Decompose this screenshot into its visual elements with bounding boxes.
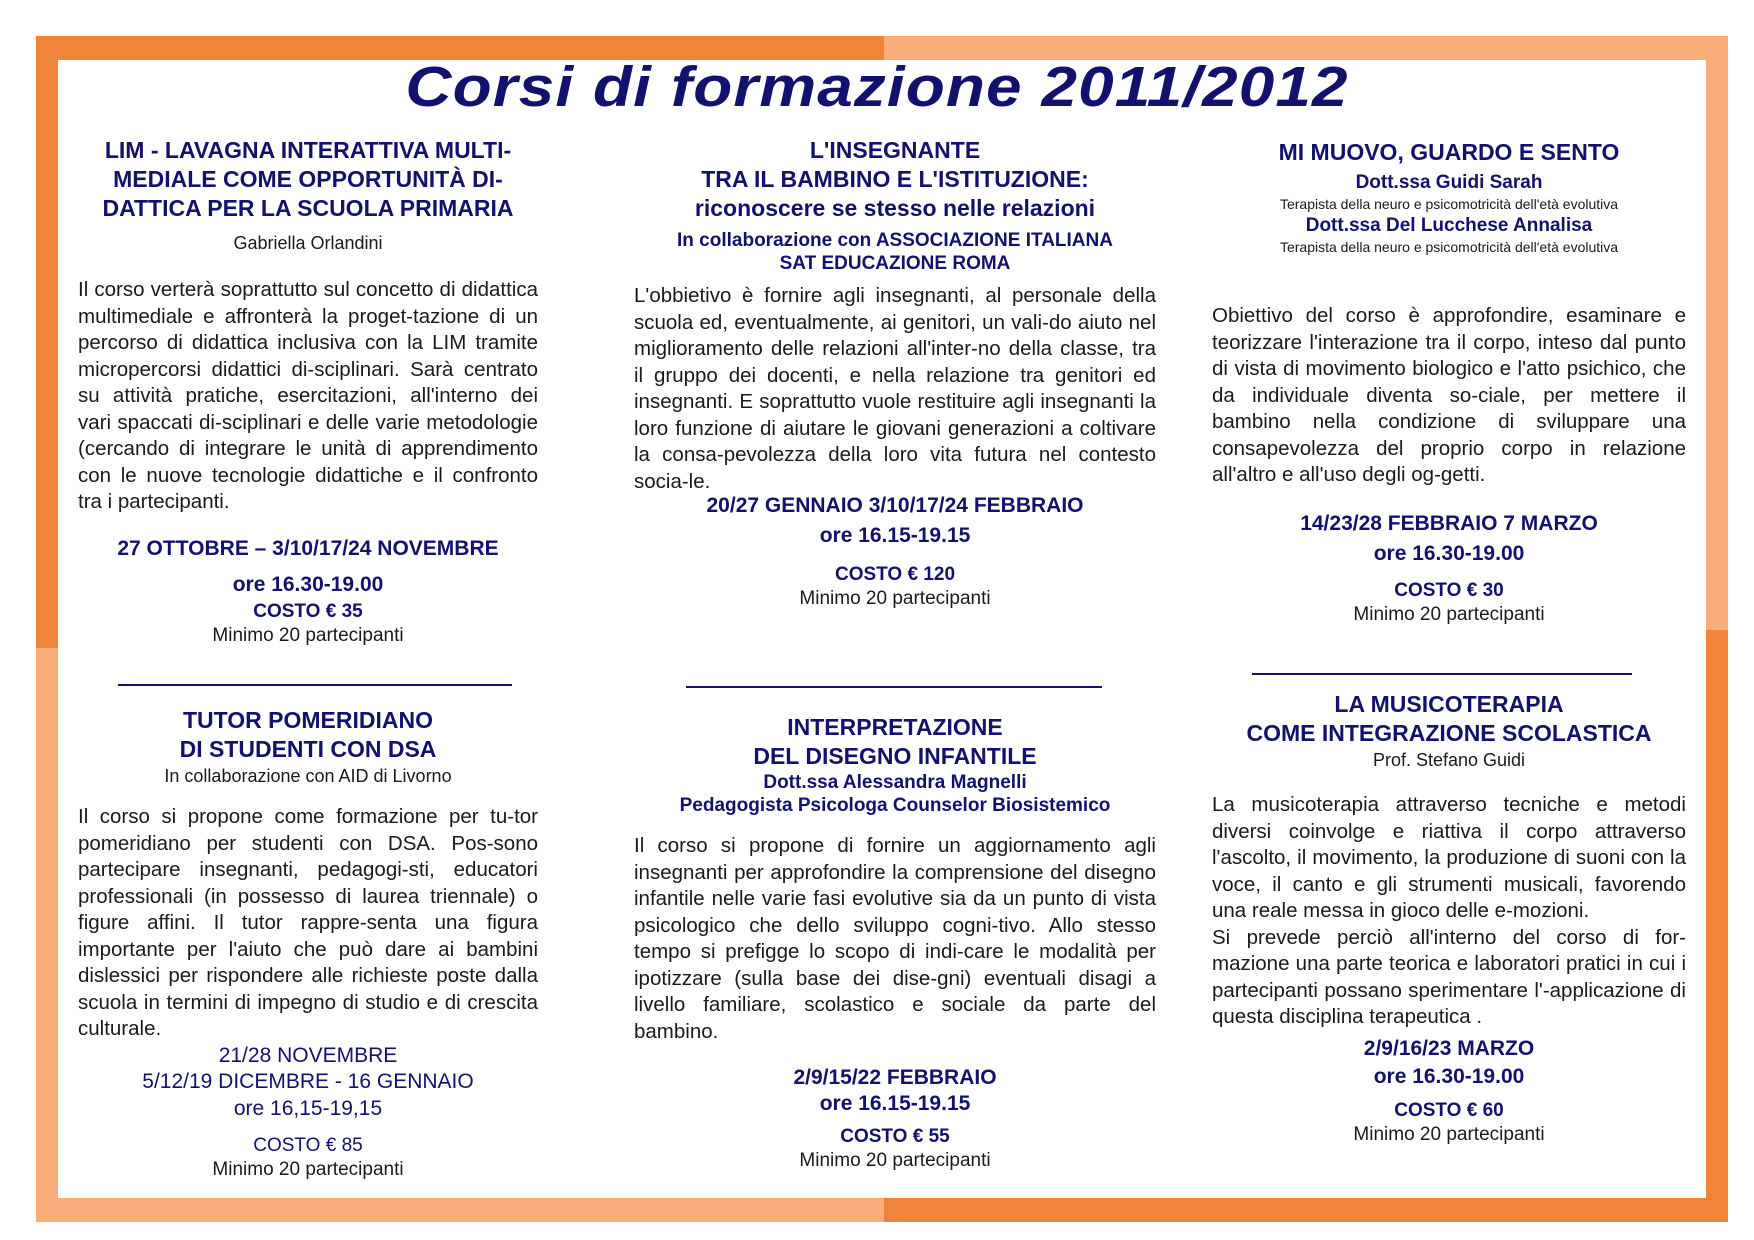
course-author: Dott.ssa Del Lucchese Annalisa — [1305, 215, 1593, 236]
course-cost: COSTO € 55 — [840, 1126, 950, 1147]
course-dates: 20/27 GENNAIO 3/10/17/24 FEBBRAIO — [706, 494, 1084, 517]
course-minimum: Minimo 20 partecipanti — [1353, 603, 1545, 625]
course-description: Il corso si propone come formazione per tu-tor pomeridiano per studenti con DSA. Pos-sono partecipare insegnanti, pedagogi-sti, educatori professionali (in possesso di laurea triennale) o figure affini. Il tutor rappre-senta una figura importante per l'aiuto che può dare ai bambini dislessici per rispondere alle richieste poste dalla scuola in termini di impegno di studio e di crescita culturale. — [78, 805, 538, 1040]
course-cost: COSTO € 85 — [253, 1135, 363, 1156]
frame-right-top — [1706, 36, 1728, 630]
course-description: L'obbietivo è fornire agli insegnanti, al personale della scuola ed, eventualmente, ai genitori, un vali-do aiuto nel miglioramento delle relazioni all'inter-no della classe, tra il gruppo dei docenti, e nella relazione tra genitori ed insegnanti. E soprattutto vuole restituire agli insegnanti la loro funzione di aiutare le giovani generazioni a coltivare la consa-pevolezza della loro vita futura nel contesto socia-le. — [634, 284, 1156, 493]
frame-bottom-left — [36, 1198, 884, 1222]
course-description-2: Si prevede perciò all'interno del corso di for-mazione una parte teorica e laboratori pratici in cui i partecipanti possano sperimentare l'-applicazione di questa disciplina terapeutica . — [1212, 925, 1686, 1028]
course-collaboration: In collaborazione con AID di Livorno — [164, 766, 452, 786]
course-minimum: Minimo 20 partecipanti — [799, 588, 991, 609]
divider — [118, 684, 512, 686]
course-description: Il corso verterà soprattutto sul concetto di didattica multimediale e affronterà la proget-tazione di un percorso di didattica inclusiva con la LIM tramite micropercorsi didattici di-sciplinari. Sarà centrato su attività pratiche, esercitazioni, all'interno dei vari spaccati di-sciplinari e delle varie metodologie (cercando di integrare le unità di apprendimento con le nuove tecnologie didattiche e il confronto tra i partecipanti. — [78, 278, 538, 513]
course-collaboration: In collaborazione con ASSOCIAZIONE ITALIANA SAT EDUCAZIONE ROMA — [677, 230, 1113, 274]
course-minimum: Minimo 20 partecipanti — [799, 1150, 991, 1171]
course-heading: L'INSEGNANTE TRA IL BAMBINO E L'ISTITUZIONE: riconoscere se stesso nelle relazioni — [694, 137, 1096, 221]
course-mi-muovo — [1212, 138, 1686, 627]
course-heading: LIM - LAVAGNA INTERATTIVA MULTI- MEDIALE COME OPPORTUNITÀ DI- DATTICA PER LA SCUOLA PRIMARIA — [102, 137, 514, 221]
course-hours: ore 16.15-19.15 — [819, 524, 971, 547]
course-author: Gabriella Orlandini — [233, 233, 383, 253]
course-author: Prof. Stefano Guidi — [1372, 750, 1526, 770]
course-cost: COSTO € 35 — [253, 600, 363, 622]
course-description: Il corso si propone di fornire un aggiornamento agli insegnanti per approfondire la comprensione del disegno infantile nelle varie fasi evolutive sia da un punto di vista psicologico che dello sviluppo cogni-tivo. Allo stesso tempo si prefigge lo scopo di indi-care le modalità per ipotizzare (sulla base dei dise-gni) eventuali disagi a livello familiare, scolastico e sociale da parte del bambino. — [634, 834, 1156, 1043]
course-description: La musicoterapia attraverso tecniche e metodi diversi coinvolge e riattiva il corpo attraverso l'ascolto, il movimento, la produzione di suoni con la voce, il canto e gli strumenti musicali, favorendo una reale messa in gioco delle e-mozioni. — [1212, 793, 1686, 922]
course-cost: COSTO € 120 — [834, 564, 956, 585]
course-musicoterapia — [1212, 690, 1686, 1147]
course-disegno — [634, 713, 1156, 1173]
divider — [686, 686, 1102, 688]
course-dates: 2/9/16/23 MARZO — [1363, 1036, 1535, 1060]
course-lim — [78, 136, 538, 648]
course-minimum: Minimo 20 partecipanti — [212, 1159, 404, 1180]
course-minimum: Minimo 20 partecipanti — [1353, 1123, 1545, 1145]
course-author: Dott.ssa Guidi Sarah — [1355, 172, 1543, 193]
frame-left-top — [36, 36, 58, 648]
course-cost: COSTO € 60 — [1394, 1099, 1504, 1121]
course-cost: COSTO € 30 — [1394, 579, 1504, 601]
frame-right-bottom — [1706, 630, 1728, 1222]
divider — [1252, 673, 1632, 675]
course-author: Dott.ssa Alessandra Magnelli Pedagogista Psicologa Counselor Biosistemico — [679, 772, 1111, 816]
course-heading: LA MUSICOTERAPIA COME INTEGRAZIONE SCOLASTICA — [1246, 691, 1652, 746]
course-dates: 27 OTTOBRE – 3/10/17/24 NOVEMBRE — [117, 536, 499, 560]
course-dates: 14/23/28 FEBBRAIO 7 MARZO — [1300, 511, 1598, 535]
frame-left-bottom — [36, 648, 58, 1222]
course-description: Obiettivo del corso è approfondire, esaminare e teorizzare l'interazione tra il corpo, inteso dal punto di vista di movimento biologico e l'atto psichico, che da individuale diventa so-ciale, per mettere il bambino nella condizione di sviluppare una consapevolezza del proprio corpo in relazione all'altro e all'uso degli og-getti. — [1212, 304, 1686, 486]
course-hours: ore 16.15-19.15 — [819, 1092, 971, 1115]
course-author-role: Terapista della neuro e psicomotricità dell'età evolutiva — [1279, 239, 1619, 255]
course-author-role: Terapista della neuro e psicomotricità dell'età evolutiva — [1279, 196, 1619, 212]
course-heading: TUTOR POMERIDIANO DI STUDENTI CON DSA — [179, 707, 437, 762]
course-heading: INTERPRETAZIONE DEL DISEGNO INFANTILE — [753, 714, 1037, 769]
course-heading: MI MUOVO, GUARDO E SENTO — [1278, 139, 1620, 165]
course-minimum: Minimo 20 partecipanti — [212, 624, 404, 646]
course-hours: ore 16.30-19.00 — [232, 572, 384, 596]
course-tutor-dsa — [78, 706, 538, 1182]
course-dates: 2/9/15/22 FEBBRAIO — [793, 1066, 997, 1089]
page-title: Corsi di formazione 2011/2012 — [405, 55, 1349, 119]
course-insegnante — [634, 136, 1156, 611]
course-dates: 21/28 NOVEMBRE 5/12/19 DICEMBRE - 16 GENNAIO ore 16,15-19,15 — [142, 1043, 474, 1120]
course-hours: ore 16.30-19.00 — [1373, 1064, 1525, 1088]
frame-bottom-right — [884, 1198, 1728, 1222]
course-hours: ore 16.30-19.00 — [1373, 541, 1525, 565]
